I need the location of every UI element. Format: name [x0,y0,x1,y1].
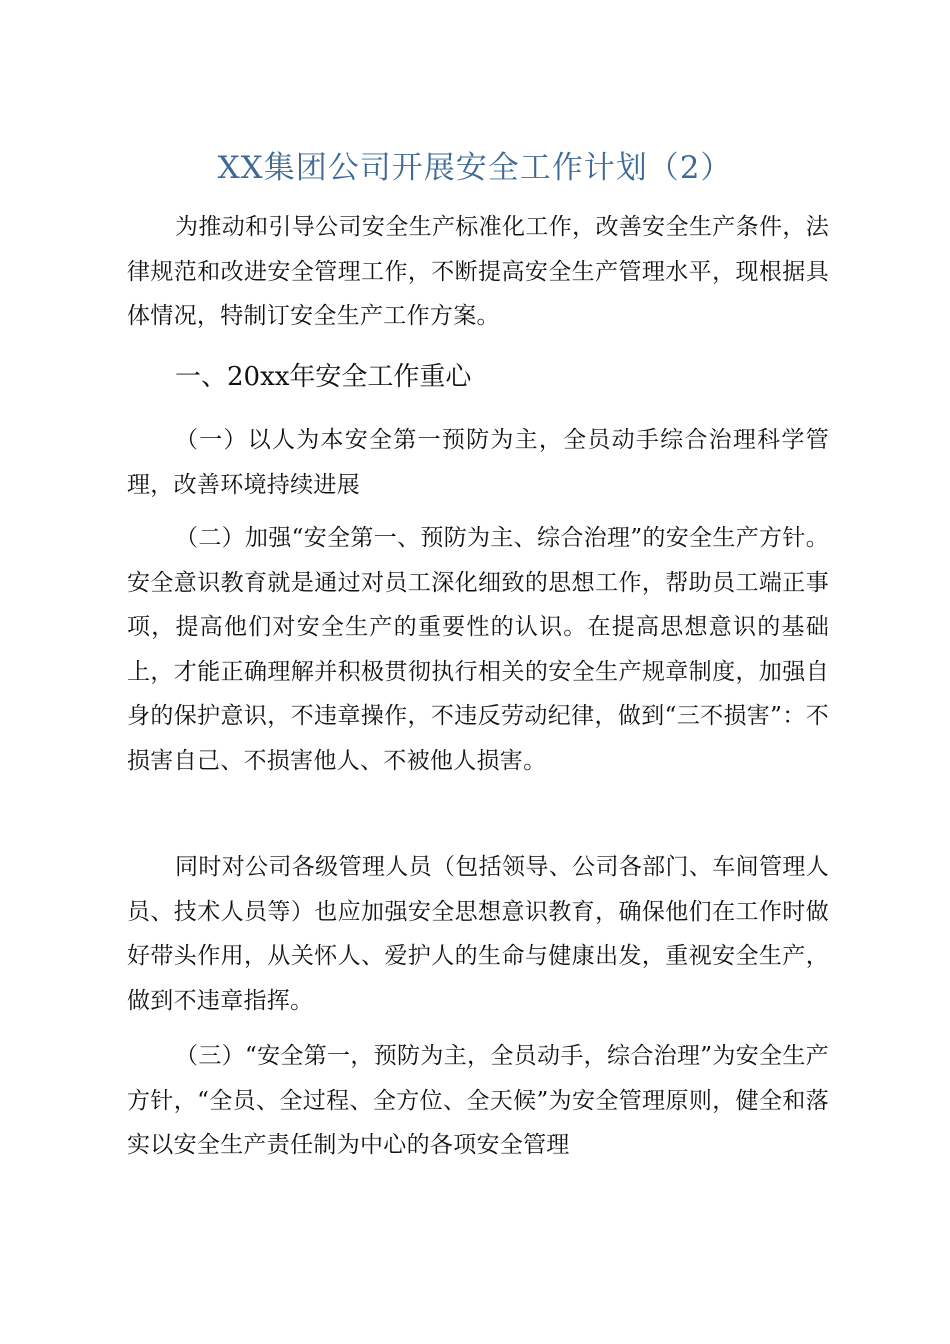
item-three-paragraph: （三）“安全第一，预防为主，全员动手，综合治理”为安全生产方针，“全员、全过程、全方位、全天候”为安全管理原则，健全和落实以安全生产责任制为中心的各项安全管理 [127,1043,829,1158]
intro-paragraph: 为推动和引导公司安全生产标准化工作，改善安全生产条件，法律规范和改进安全管理工作，不断提高安全生产管理水平，现根据具体情况，特制订安全生产工作方案。 [127,214,829,329]
section-heading: 一、20xx年安全工作重心 [175,362,472,392]
document-title: XX集团公司开展安全工作计划（2） [217,150,733,186]
item-one-paragraph: （一）以人为本安全第一预防为主，全员动手综合治理科学管理，改善环境持续进展 [127,427,829,498]
item-two-paragraph: （二）加强“安全第一、预防为主、综合治理”的安全生产方针。安全意识教育就是通过对员工深化细致的思想工作，帮助员工端正事项，提高他们对安全生产的重要性的认识。在提高思想意识的基础上，才能正确理解并积极贯彻执行相关的安全生产规章制度，加强自身的保护意识，不违章操作，不违反劳动纪律，做到“三不损害”：不损害自己、不损害他人、不被他人损害。 [127,525,829,774]
management-paragraph: 同时对公司各级管理人员（包括领导、公司各部门、车间管理人员、技术人员等）也应加强安全思想意识教育，确保他们在工作时做好带头作用，从关怀人、爱护人的生命与健康出发，重视安全生产，做到不违章指挥。 [127,854,829,1014]
